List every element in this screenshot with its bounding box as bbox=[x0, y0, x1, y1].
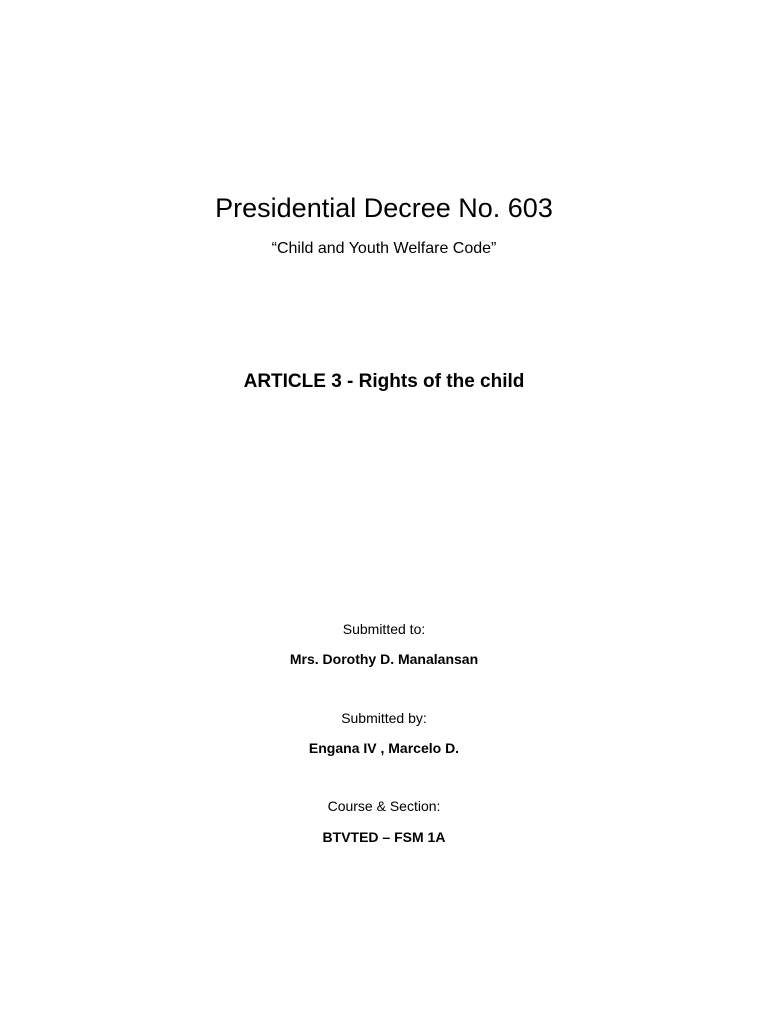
course-section-value: BTVTED – FSM 1A bbox=[322, 829, 446, 845]
submitted-to-value: Mrs. Dorothy D. Manalansan bbox=[289, 651, 479, 667]
document-subtitle: “Child and Youth Welfare Code” bbox=[271, 240, 497, 257]
submitted-by-value: Engana IV , Marcelo D. bbox=[308, 740, 460, 756]
submitted-by-label: Submitted by: bbox=[341, 710, 427, 726]
submitted-to-label: Submitted to: bbox=[342, 621, 426, 637]
document-title: Presidential Decree No. 603 bbox=[215, 193, 553, 223]
article-heading: ARTICLE 3 - Rights of the child bbox=[243, 371, 525, 392]
course-section-label: Course & Section: bbox=[327, 798, 441, 814]
